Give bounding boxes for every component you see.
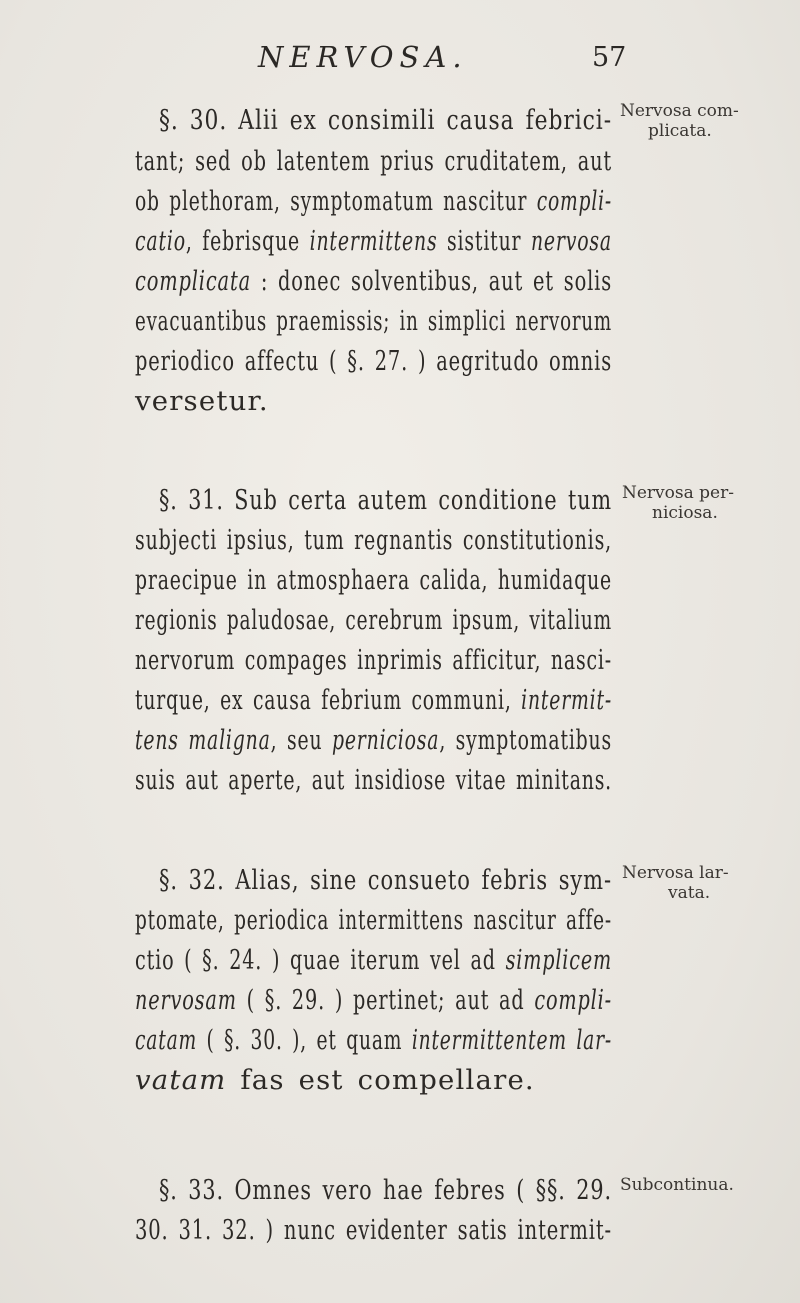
text-run: nervorum compages inprimis afficitur, nasci- — [135, 644, 612, 676]
text-line — [135, 261, 612, 301]
text-run: 30. 31. 32. ) nunc evidenter satis intermit- — [135, 1214, 612, 1246]
text-run: suis aut aperte, aut insidiose vitae minitans. — [135, 764, 612, 796]
running-head — [0, 40, 800, 80]
italic-run: intermittentem lar- — [411, 1024, 612, 1056]
text-run: §. 32. Alias, sine consueto febris sym- — [159, 864, 612, 896]
italic-run: nervosa — [530, 225, 612, 257]
text-line — [159, 1170, 612, 1210]
text-line — [135, 301, 612, 341]
margin-note: Nervosa com- — [620, 101, 739, 121]
text-run: periodico affectu ( §. 27. ) aegritudo omnis — [135, 345, 612, 377]
text-run: turque, ex causa febrium communi, — [135, 684, 522, 716]
text-run: ( §. 29. ) pertinet; aut ad — [236, 984, 535, 1016]
italic-run: compli- — [536, 185, 612, 217]
text-run: , febrisque — [185, 225, 310, 257]
italic-run: complicata — [135, 265, 251, 297]
margin-note: niciosa. — [652, 503, 718, 523]
text-line — [135, 181, 612, 221]
text-line — [135, 940, 612, 980]
text-run: sistitur — [437, 225, 531, 257]
text-run: ob plethoram, symptomatum nascitur — [135, 185, 537, 217]
italic-run: vatam — [135, 1064, 227, 1096]
text-run: : donec solventibus, aut et solis — [250, 265, 613, 297]
text-line — [135, 341, 612, 381]
margin-note: Nervosa lar- — [622, 863, 729, 883]
italic-run: catam — [135, 1024, 198, 1056]
text-run: subjecti ipsius, tum regnantis constitutionis, — [135, 524, 612, 556]
italic-run: perniciosa — [331, 724, 440, 756]
text-line — [135, 680, 612, 720]
text-line — [135, 520, 612, 560]
text-line — [159, 480, 612, 520]
text-line — [135, 141, 612, 181]
text-run: §. 31. Sub certa autem conditione tum — [159, 484, 612, 516]
text-line — [135, 381, 269, 421]
text-run: ptomate, periodica intermittens nascitur affe- — [135, 904, 612, 936]
italic-run: nervosam — [135, 984, 237, 1016]
text-line — [135, 1020, 612, 1060]
text-line — [135, 1060, 535, 1100]
text-run: evacuantibus praemissis; in simplici nervorum — [135, 305, 612, 337]
italic-run: tens maligna — [135, 724, 271, 756]
italic-run: compli- — [534, 984, 612, 1016]
running-title: NERVOSA. — [258, 40, 468, 74]
text-run: , symptomatibus — [439, 724, 612, 756]
margin-note: Subcontinua. — [620, 1175, 734, 1195]
text-run: ctio ( §. 24. ) quae iterum vel ad — [135, 944, 506, 976]
text-line — [135, 980, 612, 1020]
text-line — [135, 640, 612, 680]
text-line — [135, 1210, 612, 1250]
italic-run: catio — [135, 225, 186, 257]
italic-run: intermit- — [521, 684, 612, 716]
text-line — [159, 100, 612, 140]
text-line — [159, 860, 612, 900]
text-run: §. 33. Omnes vero hae febres ( §§. 29. — [159, 1174, 612, 1206]
text-line — [135, 900, 612, 940]
text-line — [135, 600, 612, 640]
text-run: praecipue in atmosphaera calida, humidaque — [135, 564, 612, 596]
margin-note: plicata. — [648, 121, 712, 141]
text-run: fas est compellare. — [226, 1064, 535, 1096]
text-run: versetur. — [135, 385, 269, 417]
text-run: ( §. 30. ), et quam — [197, 1024, 412, 1056]
italic-run: intermittens — [309, 225, 438, 257]
text-line — [135, 720, 612, 760]
text-run: , seu — [270, 724, 332, 756]
text-line — [135, 560, 612, 600]
italic-run: simplicem — [505, 944, 612, 976]
text-line — [135, 221, 612, 261]
margin-note: Nervosa per- — [622, 483, 734, 503]
text-run: tant; sed ob latentem prius cruditatem, aut — [135, 145, 612, 177]
text-run: regionis paludosae, cerebrum ipsum, vitalium — [135, 604, 612, 636]
page-number: 57 — [592, 42, 627, 73]
text-line — [135, 760, 612, 800]
margin-note: vata. — [668, 883, 711, 903]
text-run: §. 30. Alii ex consimili causa febrici- — [159, 104, 612, 136]
